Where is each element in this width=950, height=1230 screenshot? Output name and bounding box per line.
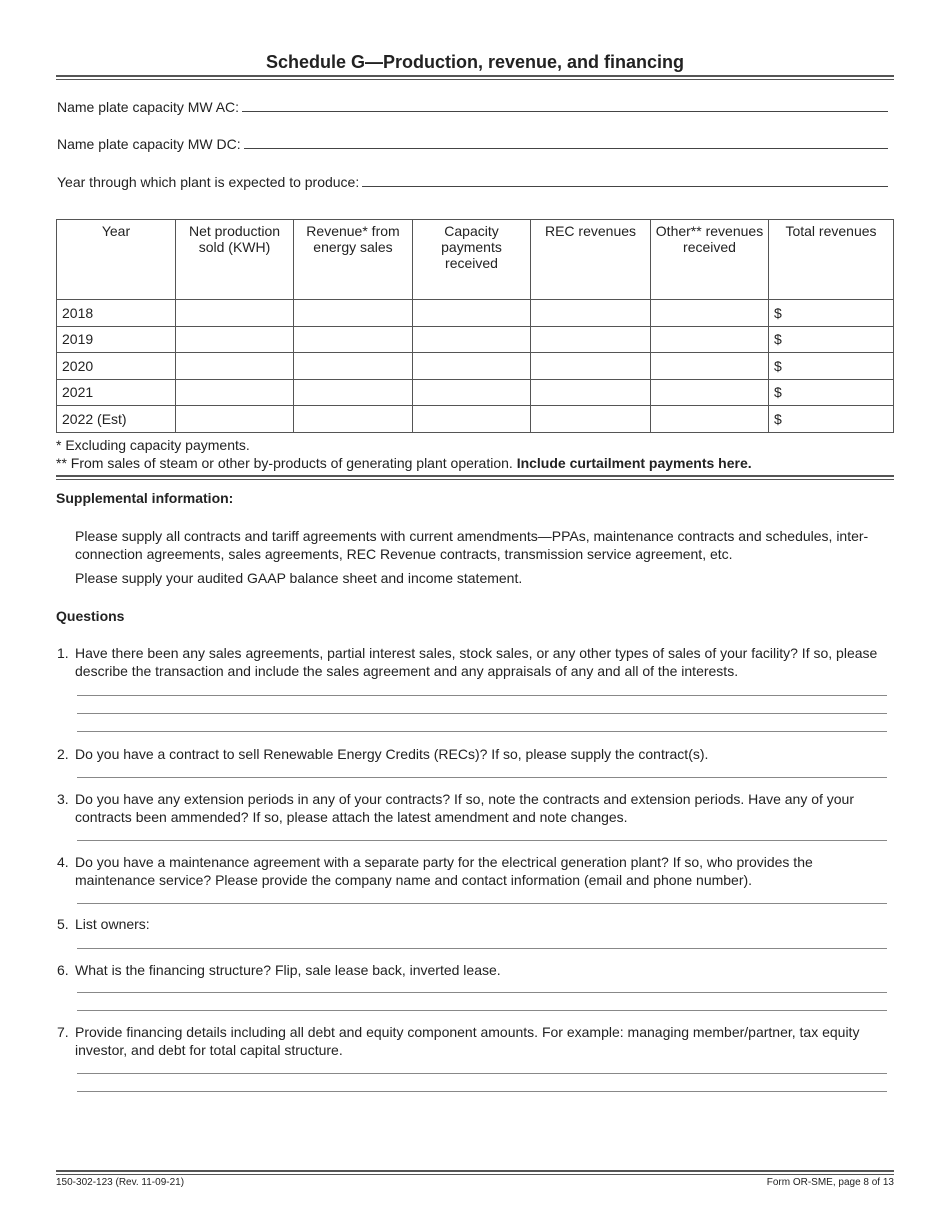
answer-line[interactable] [77,731,887,732]
question-text: Provide financing details including all debt and equity component amounts. For example: managing member/partner, tax equity investor, and debt for total capital structure. [75,1024,860,1058]
input-cell[interactable] [531,326,651,353]
question-text: Do you have any extension periods in any of your contracts? If so, note the contracts and extension periods. Have any of your contracts been ammended? If so, please attach the latest amendment and note changes. [75,791,855,825]
input-cell[interactable] [651,406,769,433]
footer-page: Form OR-SME, page 8 of 13 [766,1177,894,1188]
question-2 [57,745,887,763]
year-cell: 2019 [57,326,176,353]
field-label: Name plate capacity MW AC: [57,99,240,115]
footnote-text: ** From sales of steam or other by-products of generating plant operation. [56,455,517,471]
question-number: 3. [57,791,69,807]
answer-line[interactable] [77,713,887,714]
column-header: Revenue* from energy sales [294,220,413,300]
answer-line[interactable] [77,1091,887,1092]
question-7 [57,1023,887,1059]
question-number: 2. [57,746,69,762]
input-cell[interactable] [413,353,531,380]
question-text: List owners: [75,916,150,932]
answer-line[interactable] [77,948,887,949]
year-cell: 2020 [57,353,176,380]
page-title: Schedule G—Production, revenue, and financing [265,52,685,72]
question-text: What is the financing structure? Flip, sale lease back, inverted lease. [75,962,501,978]
input-cell[interactable] [176,353,294,380]
question-number: 1. [57,645,69,661]
footnote-2 [56,455,752,471]
column-header: Net production sold (KWH) [176,220,294,300]
question-number: 6. [57,962,69,978]
input-line[interactable] [244,136,888,149]
year-cell: 2018 [57,300,176,327]
table-row [57,406,894,433]
footnote-bold: Include curtailment payments here. [516,455,752,471]
input-cell[interactable] [651,300,769,327]
column-header: Capacity payments received [413,220,531,300]
input-cell[interactable] [294,406,413,433]
input-cell[interactable] [294,300,413,327]
input-cell[interactable] [531,406,651,433]
divider [56,475,894,480]
column-header: REC revenues [531,220,651,300]
divider [56,1170,894,1175]
table-row [57,300,894,327]
question-number: 7. [57,1024,69,1040]
footnote-1: * Excluding capacity payments. [56,437,250,453]
input-cell[interactable] [176,300,294,327]
column-header: Year [57,220,176,300]
answer-line[interactable] [77,777,887,778]
field-year-produce[interactable] [57,174,888,190]
total-cell[interactable]: $ [769,406,894,433]
column-header: Other** revenues received [651,220,769,300]
input-cell[interactable] [294,379,413,406]
input-cell[interactable] [176,406,294,433]
input-cell[interactable] [176,326,294,353]
year-cell: 2022 (Est) [57,406,176,433]
total-cell[interactable]: $ [769,379,894,406]
total-cell[interactable]: $ [769,300,894,327]
input-cell[interactable] [651,326,769,353]
year-cell: 2021 [57,379,176,406]
footer-form-number: 150-302-123 (Rev. 11-09-21) [56,1177,185,1188]
question-5 [57,915,887,933]
total-cell[interactable]: $ [769,326,894,353]
answer-line[interactable] [77,992,887,993]
field-label: Year through which plant is expected to produce: [57,174,360,190]
question-1 [57,644,887,680]
input-line[interactable] [242,99,888,112]
input-cell[interactable] [413,379,531,406]
total-cell[interactable]: $ [769,353,894,380]
input-cell[interactable] [294,353,413,380]
input-cell[interactable] [531,379,651,406]
question-number: 5. [57,916,69,932]
answer-line[interactable] [77,1073,887,1074]
answer-line[interactable] [77,695,887,696]
question-text: Have there been any sales agreements, partial interest sales, stock sales, or any other types of sales of your facility? If so, please describe the transaction and include the sales agreement and any appraisals of any and all of the interests. [75,645,878,679]
answer-line[interactable] [77,903,887,904]
supplemental-p2: Please supply your audited GAAP balance sheet and income statement. [75,570,523,586]
field-label: Name plate capacity MW DC: [57,136,241,152]
field-mw-dc[interactable] [57,136,888,152]
input-cell[interactable] [531,300,651,327]
input-cell[interactable] [531,353,651,380]
question-text: Do you have a contract to sell Renewable Energy Credits (RECs)? If so, please supply the contract(s). [75,746,709,762]
question-3 [57,790,887,826]
input-line[interactable] [362,174,888,187]
table-row [57,379,894,406]
supplemental-heading: Supplemental information: [56,490,234,506]
input-cell[interactable] [413,300,531,327]
divider [56,75,894,80]
answer-line[interactable] [77,840,887,841]
revenue-table [56,219,894,433]
input-cell[interactable] [176,379,294,406]
supplemental-p1: Please supply all contracts and tariff agreements with current amendments—PPAs, maintenance contracts and schedules, inter-connection agreements, sales agreements, REC Revenue contracts, transmission service agreement, etc. [75,528,869,562]
question-4 [57,853,887,889]
questions-heading: Questions [56,608,125,624]
input-cell[interactable] [294,326,413,353]
answer-line[interactable] [77,1010,887,1011]
question-6 [57,961,887,979]
table-row [57,326,894,353]
field-mw-ac[interactable] [57,99,888,115]
input-cell[interactable] [413,326,531,353]
question-text: Do you have a maintenance agreement with a separate party for the electrical generation plant? If so, who provides the maintenance service? Please provide the company name and contact information (email and phone number). [75,854,813,888]
input-cell[interactable] [413,406,531,433]
input-cell[interactable] [651,379,769,406]
column-header: Total revenues [769,220,894,300]
input-cell[interactable] [651,353,769,380]
question-number: 4. [57,854,69,870]
table-row [57,353,894,380]
